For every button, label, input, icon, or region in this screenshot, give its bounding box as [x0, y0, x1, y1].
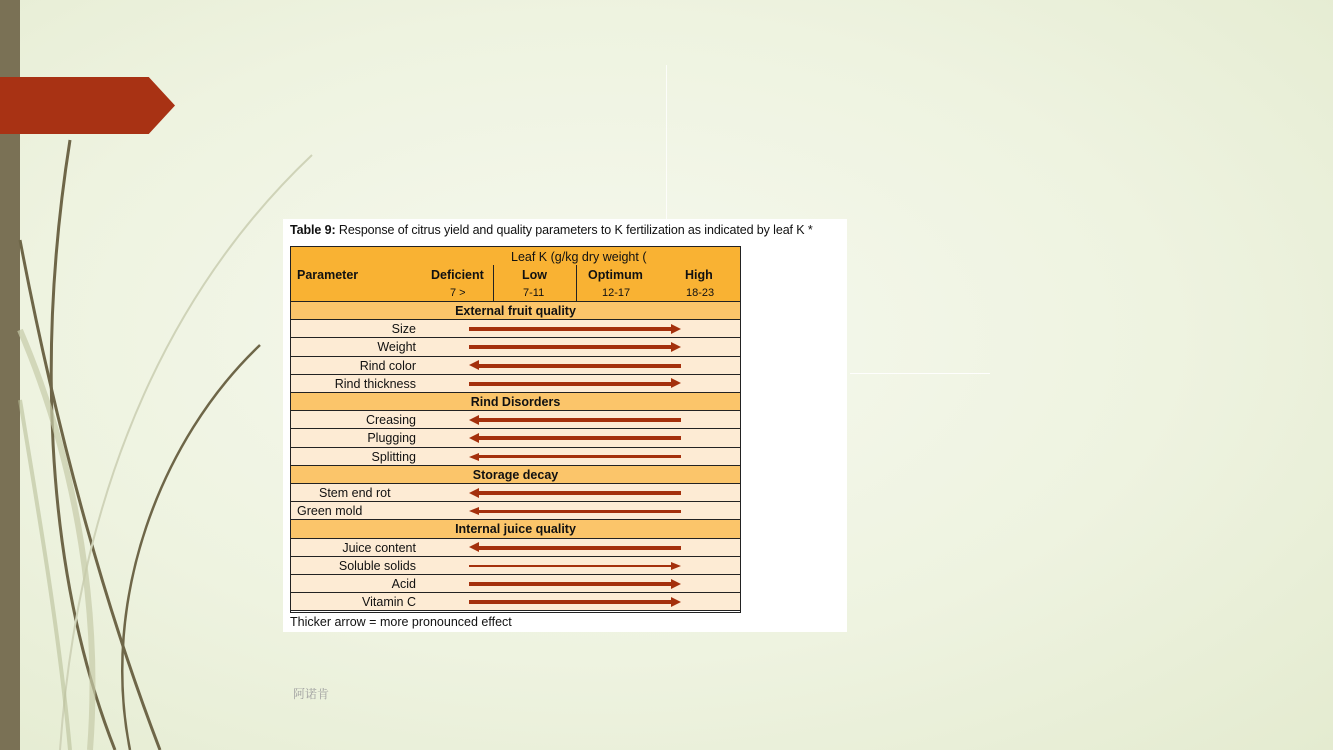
response-table — [290, 246, 741, 613]
parameter-row — [291, 448, 740, 466]
parameter-label: Plugging — [367, 431, 416, 446]
parameter-row — [291, 357, 740, 375]
arrow-right-icon — [469, 378, 681, 389]
arrow-right-icon — [469, 324, 681, 335]
parameter-row — [291, 575, 740, 593]
parameter-label: Size — [391, 322, 416, 337]
section-label: Storage decay — [472, 467, 559, 482]
decorative-line — [850, 373, 990, 374]
parameter-row — [291, 557, 740, 575]
parameter-row — [291, 411, 740, 429]
column-divider — [576, 265, 577, 302]
col-header-low: Low — [522, 268, 547, 282]
arrow-left-icon — [469, 415, 681, 426]
section-label: Internal juice quality — [455, 522, 576, 537]
parameter-row — [291, 375, 740, 393]
parameter-row — [291, 429, 740, 447]
decorative-line — [666, 65, 667, 225]
parameter-label: Stem end rot — [319, 486, 391, 500]
parameter-row — [291, 502, 740, 520]
arrow-left-icon — [469, 488, 681, 499]
range-high: 18-23 — [686, 287, 715, 299]
parameter-label: Green mold — [297, 504, 363, 519]
table-figure — [283, 219, 847, 632]
parameter-header: Parameter — [297, 268, 359, 282]
section-row — [291, 466, 740, 484]
range-low: 7-11 — [523, 287, 545, 299]
col-header-deficient: Deficient — [431, 268, 484, 282]
arrow-left-icon — [469, 433, 681, 444]
section-row — [291, 393, 740, 411]
range-optimum: 12-17 — [602, 287, 631, 299]
column-divider — [493, 265, 494, 302]
arrow-left-icon — [469, 542, 681, 553]
arrow-left-icon — [469, 453, 681, 461]
table-caption — [290, 223, 813, 237]
section-row — [291, 302, 740, 320]
arrow-right-icon — [469, 579, 681, 590]
caption-text: Response of citrus yield and quality parameters to K fertilization as indicated by leaf K * — [335, 223, 813, 237]
parameter-label: Creasing — [365, 413, 416, 428]
parameter-label: Soluble solids — [338, 558, 416, 573]
parameter-row — [291, 338, 740, 356]
parameter-row — [291, 593, 740, 611]
section-label: External fruit quality — [455, 304, 576, 318]
section-row — [291, 520, 740, 538]
parameter-label: Vitamin C — [362, 595, 416, 610]
parameter-label: Rind thickness — [334, 376, 416, 391]
arrow-right-icon — [469, 342, 681, 353]
col-header-optimum: Optimum — [588, 268, 643, 282]
parameter-row — [291, 484, 740, 502]
parameter-label: Splitting — [371, 449, 416, 464]
section-label: Rind Disorders — [470, 395, 561, 409]
parameter-label: Juice content — [342, 540, 416, 555]
parameter-label: Acid — [391, 577, 416, 591]
arrow-right-icon — [469, 562, 681, 570]
parameter-label: Weight — [377, 340, 416, 355]
col-header-high: High — [685, 268, 713, 282]
arrow-right-icon — [469, 597, 681, 608]
table-header — [291, 247, 740, 302]
arrow-left-icon — [469, 360, 681, 371]
parameter-label: Rind color — [359, 358, 416, 373]
table-footnote: Thicker arrow = more pronounced effect — [290, 615, 512, 629]
parameter-row — [291, 539, 740, 557]
arrow-left-icon — [469, 507, 681, 515]
range-deficient: 7 > — [450, 287, 466, 299]
leaf-k-group-label: Leaf K (g/kg dry weight ( — [511, 250, 647, 264]
watermark-text: 阿诺肯 — [293, 687, 330, 701]
caption-number: Table 9: — [290, 223, 336, 237]
parameter-row — [291, 320, 740, 338]
